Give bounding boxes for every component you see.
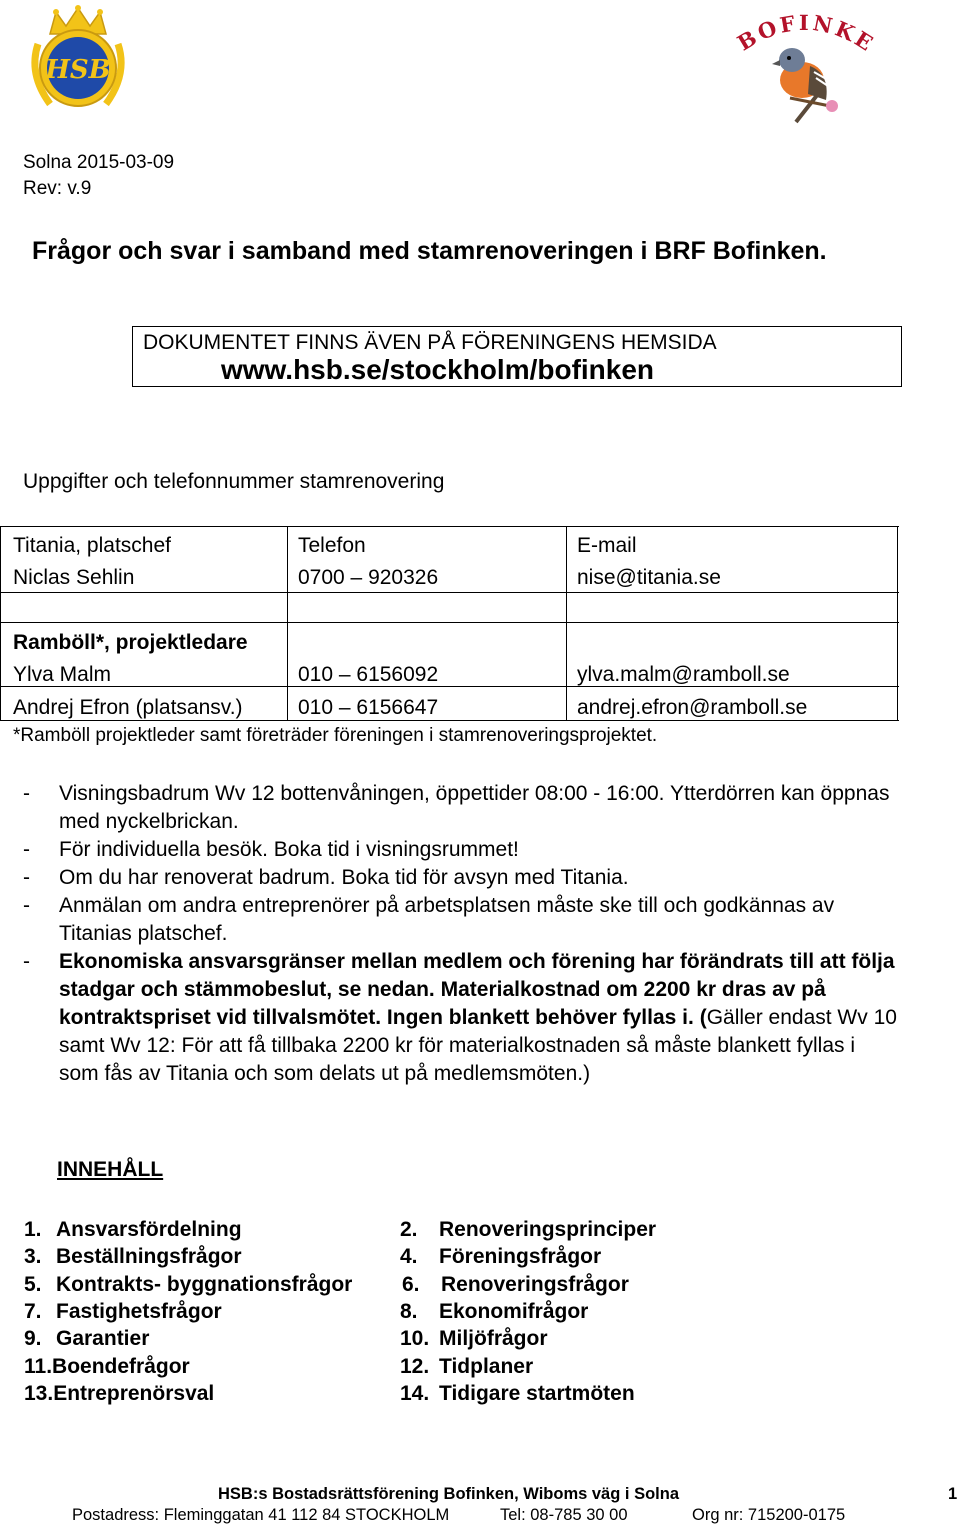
footer-phone: Tel: 08-785 30 00 <box>500 1506 628 1524</box>
toc-item[interactable]: 5. Kontrakts- byggnationsfrågor <box>24 1273 353 1296</box>
toc-item[interactable]: 12. Tidplaner <box>400 1355 534 1378</box>
table-header-role: Titania, platschef <box>13 534 171 557</box>
toc-item[interactable]: 7. Fastighetsfrågor <box>24 1300 222 1323</box>
document-title: Frågor och svar i samband med stamrenoveringen i BRF Bofinken. <box>32 237 827 265</box>
contact-name: Andrej Efron (platsansv.) <box>13 696 243 719</box>
ramboll-heading: Ramböll*, projektledare <box>13 631 248 654</box>
toc-item[interactable]: 6. Renoveringsfrågor <box>402 1273 629 1296</box>
table-header-email: E-mail <box>577 534 637 557</box>
website-url[interactable]: www.hsb.se/stockholm/bofinken <box>221 354 655 385</box>
footer-org-number: Org nr: 715200-0175 <box>692 1506 846 1524</box>
contact-name: Ylva Malm <box>13 663 112 686</box>
contacts-table <box>0 526 899 720</box>
toc-item[interactable]: 10. Miljöfrågor <box>400 1327 548 1350</box>
toc-item[interactable]: 4. Föreningsfrågor <box>400 1245 602 1268</box>
svg-text:HSB: HSB <box>45 55 111 85</box>
document-date: Solna 2015-03-09 <box>23 152 175 173</box>
contact-name: Niclas Sehlin <box>13 566 135 589</box>
toc-item[interactable]: 8. Ekonomifrågor <box>400 1300 589 1323</box>
website-notice-box <box>132 326 902 387</box>
contacts-footnote: *Ramböll projektleder samt företräder föreningen i stamrenoveringsprojektet. <box>13 725 658 746</box>
footer-address: Postadress: Fleminggatan 41 112 84 STOCKHOLM <box>72 1506 450 1524</box>
table-header-phone: Telefon <box>298 534 366 557</box>
toc-item[interactable]: 14. Tidigare startmöten <box>400 1382 635 1405</box>
website-notice-text: DOKUMENTET FINNS ÄVEN PÅ FÖRENINGENS HEMSIDA <box>143 331 717 354</box>
toc-item[interactable]: 11.Boendefrågor <box>24 1355 190 1378</box>
contact-phone: 010 – 6156647 <box>298 696 439 719</box>
toc-item[interactable]: 2. Renoveringsprinciper <box>400 1218 657 1241</box>
toc-item[interactable]: 9. Garantier <box>24 1327 150 1350</box>
hsb-logo <box>20 4 136 114</box>
bofinken-logo <box>730 14 880 126</box>
contact-email[interactable]: ylva.malm@ramboll.se <box>577 663 790 686</box>
contact-phone: 010 – 6156092 <box>298 663 439 686</box>
toc-heading: INNEHÅLL <box>57 1158 164 1181</box>
contact-phone: 0700 – 920326 <box>298 566 439 589</box>
toc-item[interactable]: 1. Ansvarsfördelning <box>24 1218 242 1241</box>
contact-email[interactable]: andrej.efron@ramboll.se <box>577 696 808 719</box>
toc-item[interactable]: 13.Entreprenörsval <box>24 1382 215 1405</box>
contact-email[interactable]: nise@titania.se <box>577 566 721 589</box>
toc-item[interactable]: 3. Beställningsfrågor <box>24 1245 242 1268</box>
footer-organization: HSB:s Bostadsrättsförening Bofinken, Wiboms väg i Solna <box>218 1485 679 1503</box>
contacts-heading: Uppgifter och telefonnummer stamrenovering <box>23 470 445 493</box>
svg-text:BOFINKEN: BOFINKE <box>732 14 880 58</box>
page-number: 1 <box>948 1485 958 1503</box>
document-revision: Rev: v.9 <box>23 178 92 199</box>
